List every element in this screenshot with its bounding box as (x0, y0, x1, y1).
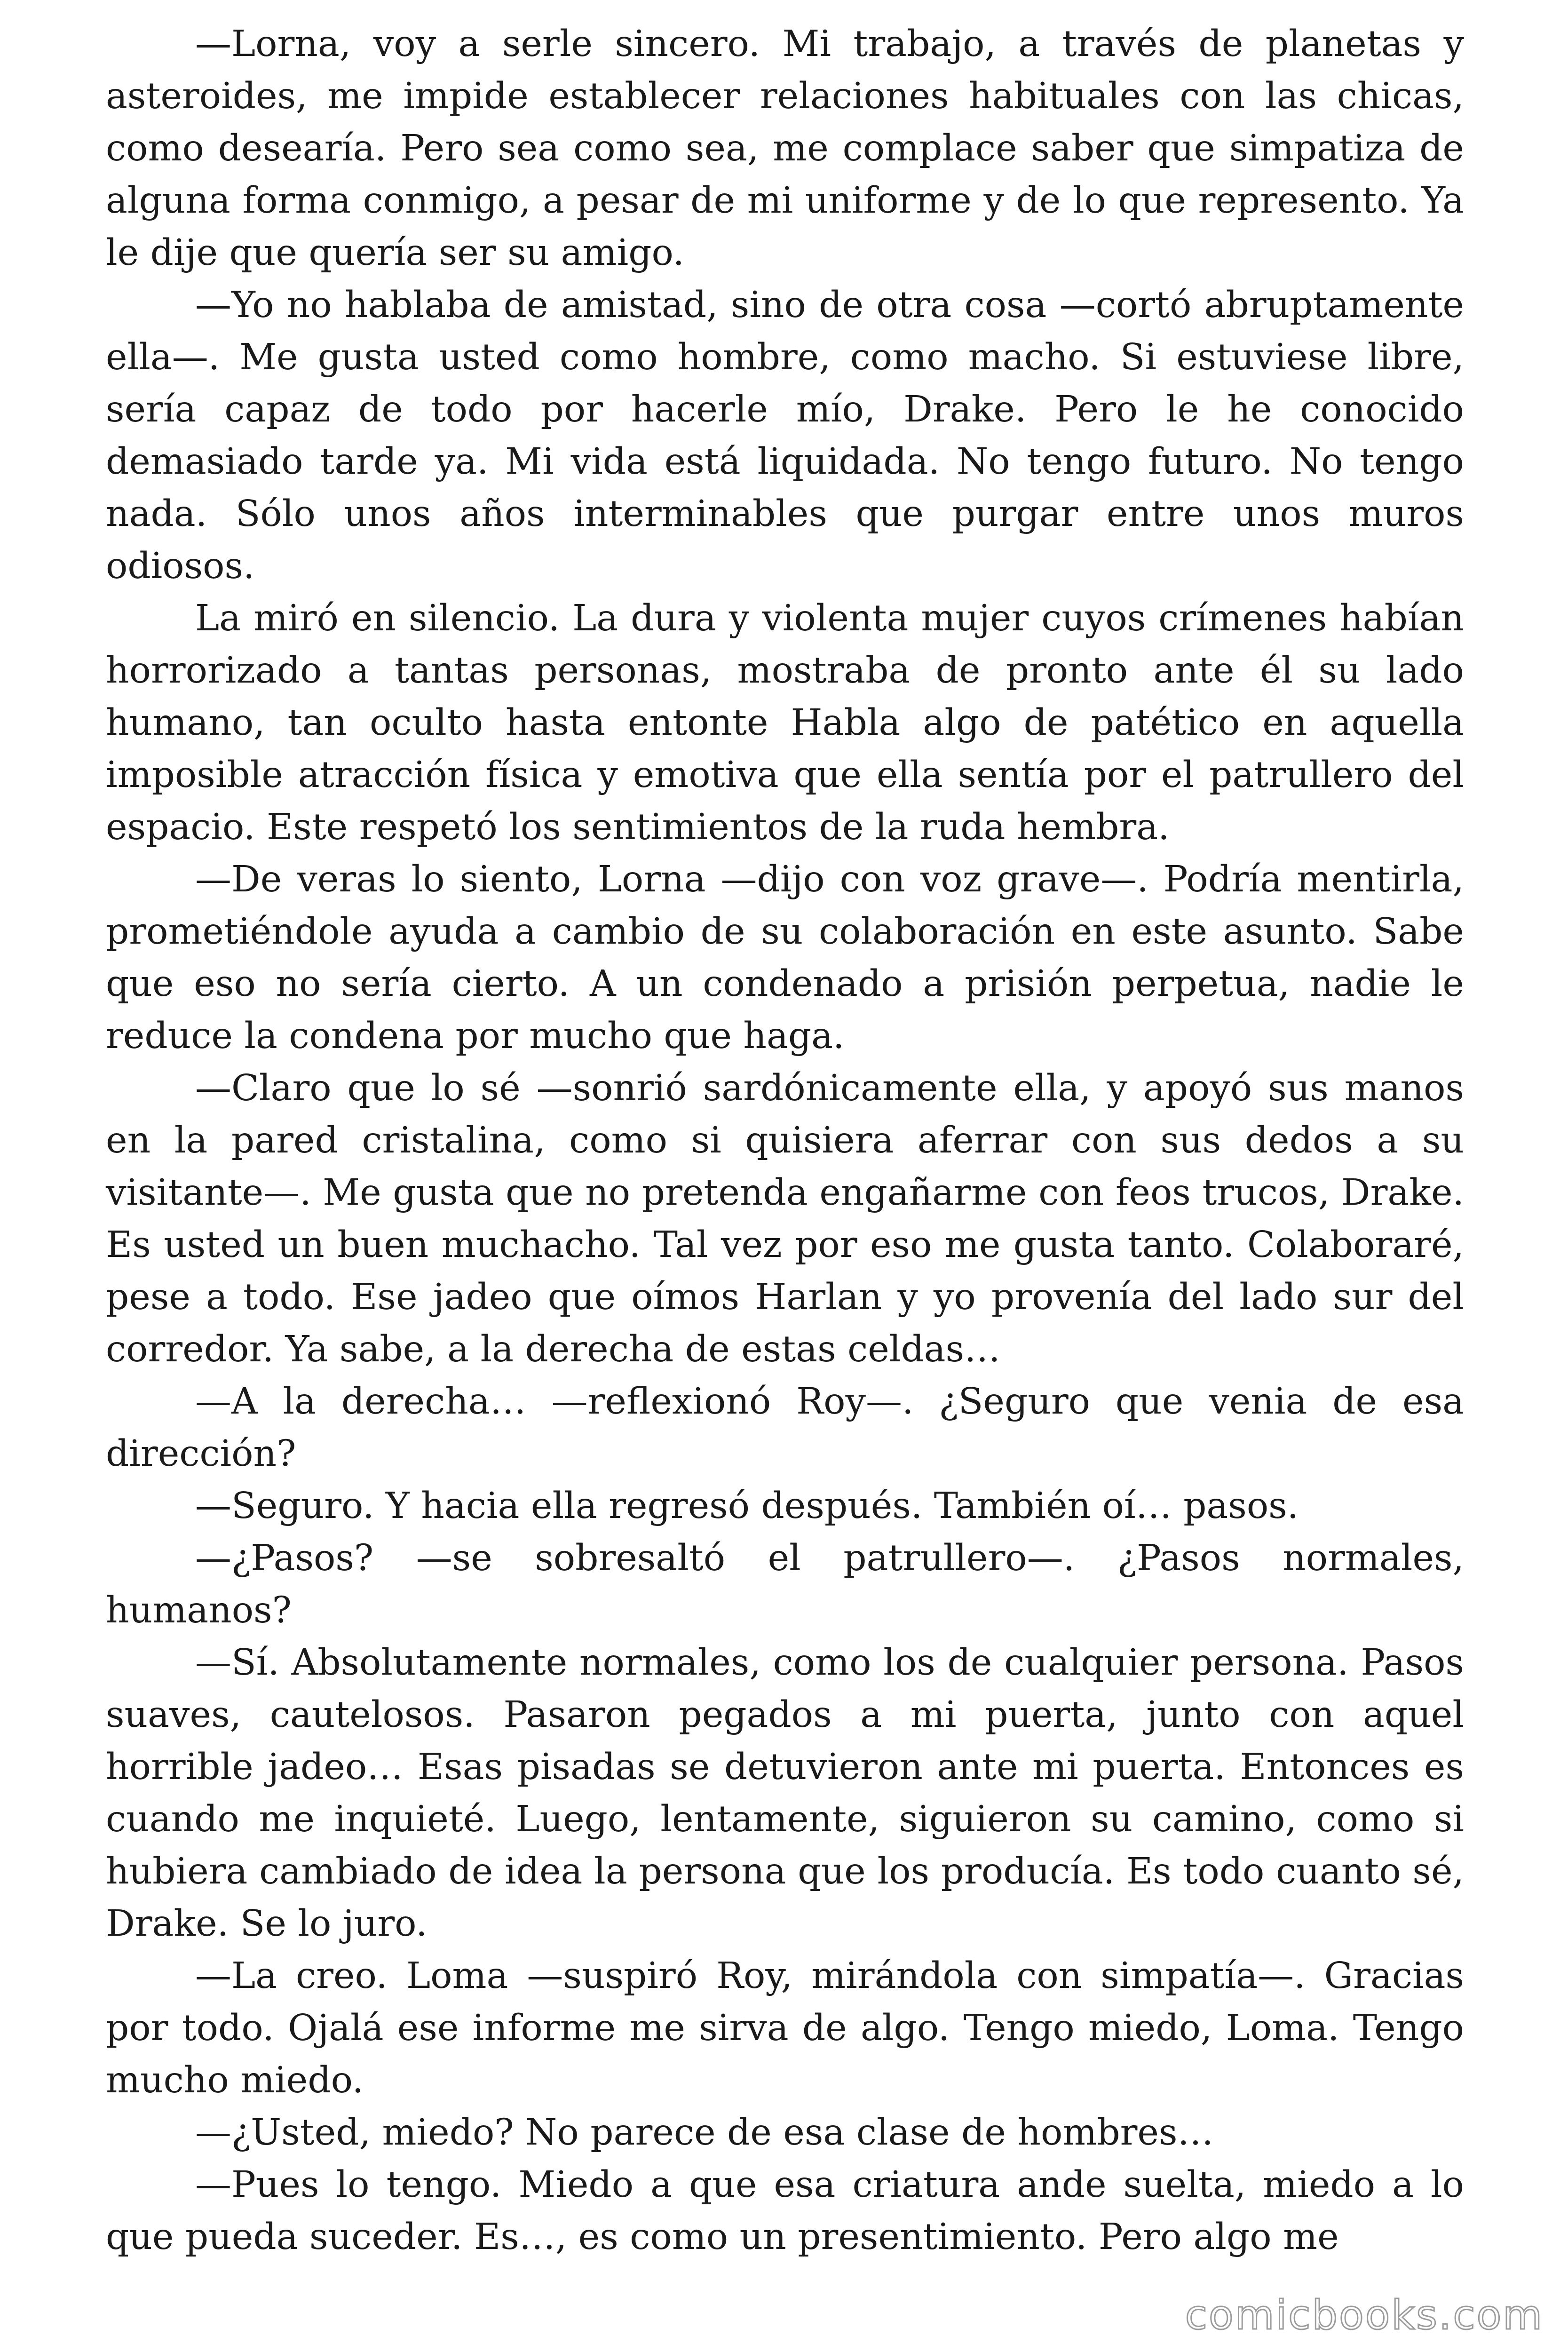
paragraph: —Pues lo tengo. Miedo a que esa criatura ande suelta, miedo a lo que pueda suceder. Es…, es como un presentimiento. Pero algo me (106, 2164, 1464, 2258)
paragraph: —Seguro. Y hacia ella regresó después. También oí… pasos. (195, 1485, 1299, 1527)
paragraph: —De veras lo siento, Lorna —dijo con voz grave—. Podría mentirla, prometiéndole ayuda a cambio de su colaboración en este asunto. Sabe que eso no sería cierto. A un condenado a prisión perpetua, nadie le reduce la condena por mucho que haga. (106, 858, 1464, 1057)
paragraph: —Sí. Absolutamente normales, como los de cualquier persona. Pasos suaves, cautelosos. Pasaron pegados a mi puerta, junto con aquel horrible jadeo… Esas pisadas se detuvieron ante mi puerta. Entonces es cuando me inquieté. Luego, lentamente, siguieron su camino, como si hubiera cambiado de idea la persona que los producía. Es todo cuanto sé, Drake. Se lo juro. (106, 1642, 1464, 1945)
paragraph: —¿Usted, miedo? No parece de esa clase de hombres… (195, 2112, 1214, 2153)
body-text (106, 18, 1464, 2263)
paragraph: —A la derecha… —reflexionó Roy—. ¿Seguro que venia de esa dirección? (106, 1381, 1464, 1475)
paragraph: —Claro que lo sé —sonrió sardónicamente ella, y apoyó sus manos en la pared cristalina, como si quisiera aferrar con sus dedos a su visitante—. Me gusta que no pretenda engañarme con feos trucos, Drake. Es usted un buen muchacho. Tal vez por eso me gusta tanto. Colaboraré, pese a todo. Ese jadeo que oímos Harlan y yo provenía del lado sur del corredor. Ya sabe, a la derecha de estas celdas… (106, 1067, 1464, 1370)
paragraph: —Lorna, voy a serle sincero. Mi trabajo, a través de planetas y asteroides, me impide establecer relaciones habituales con las chicas, como desearía. Pero sea como sea, me complace saber que simpatiza de alguna forma conmigo, a pesar de mi uniforme y de lo que represento. Ya le dije que quería ser su amigo. (106, 23, 1464, 274)
paragraph: —La creo. Loma —suspiró Roy, mirándola con simpatía—. Gracias por todo. Ojalá ese informe me sirva de algo. Tengo miedo, Loma. Tengo mucho miedo. (106, 1955, 1464, 2101)
paragraph: La miró en silencio. La dura y violenta mujer cuyos crímenes habían horrorizado a tantas personas, mostraba de pronto ante él su lado humano, tan oculto hasta entonte Habla algo de patético en aquella imposible atracción física y emotiva que ella sentía por el patrullero del espacio. Este respetó los sentimientos de la ruda hembra. (106, 597, 1464, 848)
paragraph: —Yo no hablaba de amistad, sino de otra cosa —cortó abruptamente ella—. Me gusta usted como hombre, como macho. Si estuviese libre, sería capaz de todo por hacerle mío, Drake. Pero le he conocido demasiado tarde ya. Mi vida está liquidada. No tengo futuro. No tengo nada. Sólo unos años interminables que purgar entre unos muros odiosos. (106, 284, 1464, 587)
paragraph: —¿Pasos? —se sobresaltó el patrullero—. ¿Pasos normales, humanos? (106, 1537, 1464, 1631)
watermark: comicbooks.com (1185, 2292, 1544, 2339)
